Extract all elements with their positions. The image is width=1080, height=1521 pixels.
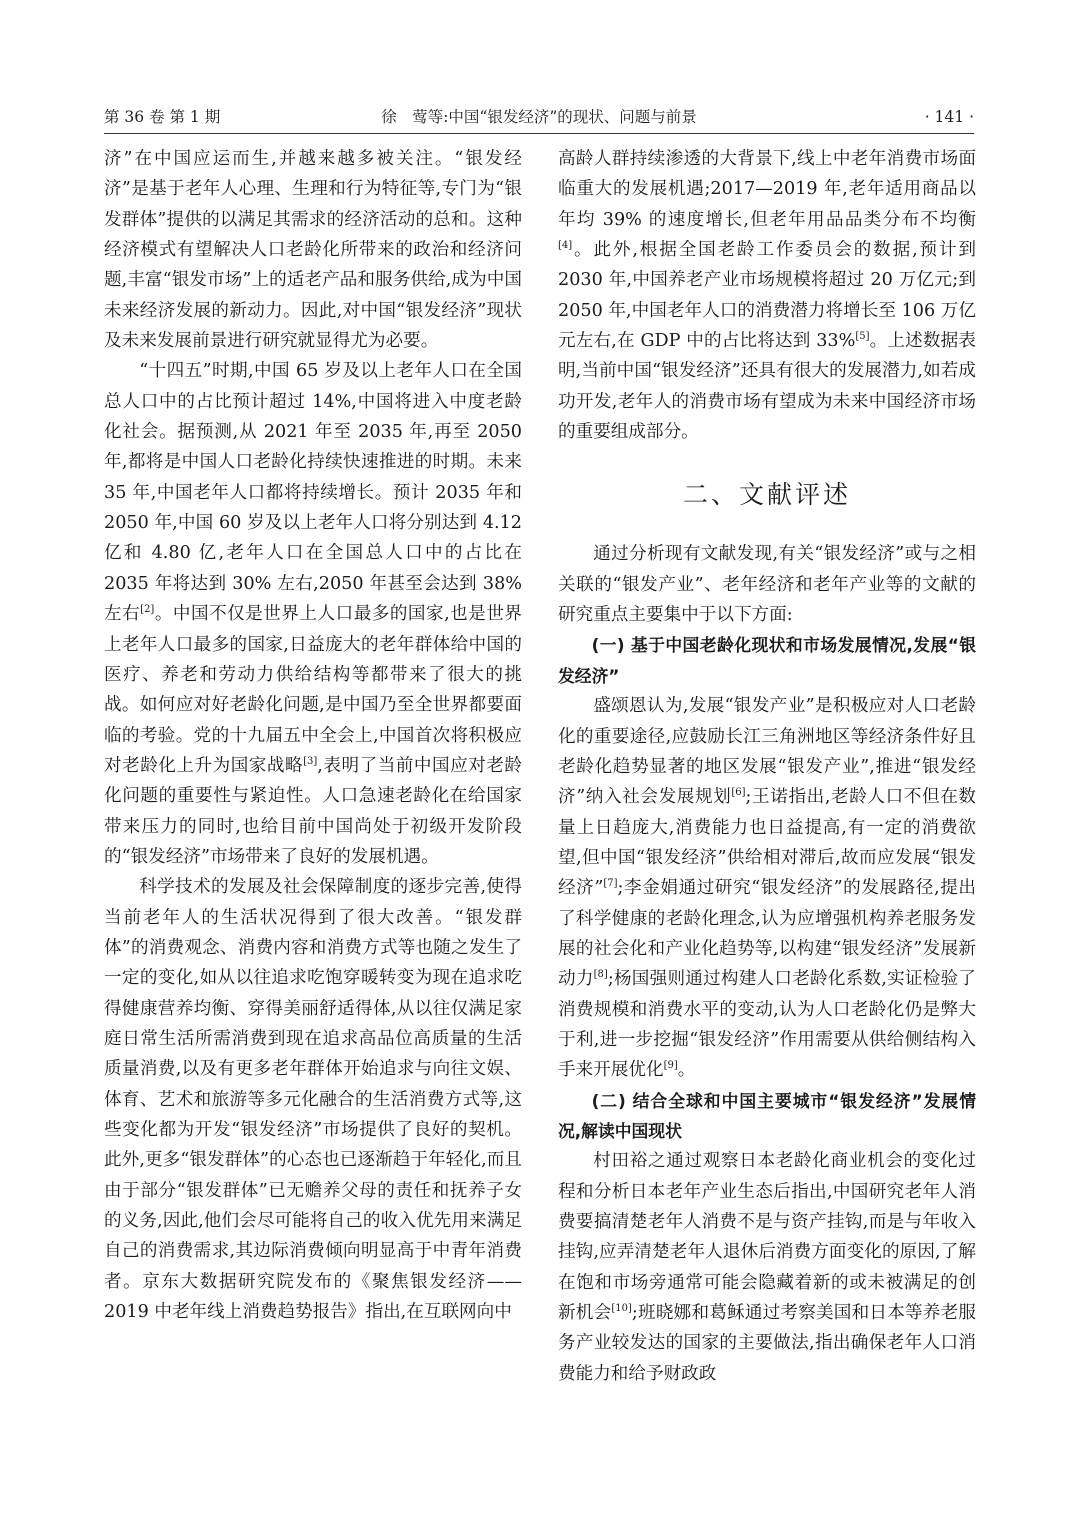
citation: [2]: [140, 604, 155, 616]
citation: [8]: [593, 969, 608, 981]
paragraph: 科学技术的发展及社会保障制度的逐步完善,使得当前老年人的生活状况得到了很大改善。“银发群体”的消费观念、消费内容和消费方式等也随之发生了一定的变化,如从以往追求吃饱穿暖转变为现在追求吃得健康营养均衡、穿得美丽舒适得体,从以往仅满足家庭日常生活所需消费到现在追求高品位高质量的生活质量消费,以及有更多老年群体开始追求与向往文娱、体育、艺术和旅游等多元化融合的生活消费方式等,这些变化都为开发“银发经济”市场提供了良好的契机。此外,更多“银发群体”的心态也已逐渐趋于年轻化,而且由于部分“银发群体”已无赡养父母的责任和抚养子女的义务,因此,他们会尽可能将自己的收入优先用来满足自己的消费需求,其边际消费倾向明显高于中青年消费者。京东大数据研究院发布的《聚焦银发经济——2019 中老年线上消费趋势报告》指出,在互联网向中: [104, 877, 522, 1323]
citation: [7]: [603, 878, 618, 890]
paragraph-text: 村田裕之通过观察日本老龄化商业机会的变化过程和分析日本老年产业生态后指出,中国研究老年人消费要搞清楚老年人消费不是与资产挂钩,而是与年收入挂钩,应弄清楚老年人退休后消费方面变化的原因,了解在饱和市场旁通常可能会隐藏着新的或未被满足的创新机会: [558, 1151, 976, 1324]
paragraph-text: “十四五”时期,中国 65 岁及以上老年人口在全国总人口中的占比预计超过 14%,中国将进入中度老龄化社会。据预测,从 2021 年至 2035 年,再至 2050 年,都将是中国人口老龄化持续快速推进的时期。未来 35 年,中国老年人口都将持续增长。预计 2035 年和 2050 年,中国 60 岁及以上老年人口将分别达到 4.12 亿和 4.80 亿,老年人口在全国总人口中的占比在 2035 年将达到 30% 左右,2050 年甚至会达到 38% 左右: [104, 361, 522, 625]
left-column: [104, 144, 522, 1327]
citation: [9]: [663, 1060, 678, 1072]
paragraph-text: ;班晓娜和葛稣通过考察美国和日本等养老服务产业较发达的国家的主要做法,指出确保老年人口消费能力和给予财政政: [558, 1303, 976, 1384]
citation: [10]: [611, 1303, 632, 1315]
journal-volume-issue: 第 36 卷 第 1 期: [104, 108, 221, 126]
running-header: [104, 103, 974, 133]
right-column: [558, 144, 976, 1389]
section-title: 二、文献评述: [682, 480, 851, 510]
paragraph: [558, 1146, 976, 1389]
subsection-heading: (一) 基于中国老龄化现状和市场发展情况,发展“银发经济”: [558, 635, 976, 686]
paragraph-text: 。上述数据表明,当前中国“银发经济”还具有很大的发展潜力,如若成功开发,老年人的消费市场有望成为未来中国经济市场的重要组成部分。: [558, 331, 976, 443]
paragraph-text: ;杨国强则通过构建人口老龄化系数,实证检验了消费规模和消费水平的变动,认为人口老龄化仍是弊大于利,进一步挖掘“银发经济”作用需要从供给侧结构入手来开展优化: [558, 969, 976, 1081]
citation: [3]: [303, 755, 318, 767]
paragraph: [558, 691, 976, 1085]
paragraph-text: 高龄人群持续渗透的大背景下,线上中老年消费市场面临重大的发展机遇;2017—2019 年,老年适用商品以年均 39% 的速度增长,但老年用品品类分布不均衡: [558, 149, 976, 230]
paragraph: 济”在中国应运而生,并越来越多被关注。“银发经济”是基于老年人心理、生理和行为特征等,专门为“银发群体”提供的以满足其需求的经济活动的总和。这种经济模式有望解决人口老龄化所带来的政治和经济问题,丰富“银发市场”上的适老产品和服务供给,成为中国未来经济发展的新动力。因此,对中国“银发经济”现状及未来发展前景进行研究就显得尤为必要。: [104, 149, 522, 352]
paragraph: [104, 356, 522, 872]
paragraph-text: 。中国不仅是世界上人口最多的国家,也是世界上老年人口最多的国家,日益庞大的老年群体给中国的医疗、养老和劳动力供给结构等都带来了很大的挑战。如何应对好老龄化问题,是中国乃至全世界都要面临的考验。党的十九届五中全会上,中国首次将积极应对老龄化上升为国家战略: [104, 604, 522, 776]
paragraph-text: ;李金娟通过研究“银发经济”的发展路径,提出了科学健康的老龄化理念,认为应增强机构养老服务发展的社会化和产业化趋势等,以构建“银发经济”发展新动力: [558, 878, 976, 990]
paragraph-text: 。: [677, 1060, 696, 1081]
subsection-heading: (二) 结合全球和中国主要城市“银发经济”发展情况,解读中国现状: [558, 1090, 976, 1141]
paragraph-text: 盛颂恩认为,发展“银发产业”是积极应对人口老龄化的重要途径,应鼓励长江三角洲地区等经济条件好且老龄化趋势显著的地区发展“银发产业”,推进“银发经济”纳入社会发展规划: [558, 696, 976, 808]
paragraph: 通过分析现有文献发现,有关“银发经济”或与之相关联的“银发产业”、老年经济和老年产业等的文献的研究重点主要集中于以下方面:: [558, 544, 976, 626]
header-rule: [104, 133, 974, 134]
running-title: 徐 莺等:中国“银发经济”的现状、问题与前景: [381, 108, 697, 126]
paragraph-text: 。此外,根据全国老龄工作委员会的数据,预计到 2030 年,中国养老产业市场规模将超过 20 万亿元;到 2050 年,中国老年人口的消费潜力将增长至 106 万亿元左右,在 GDP 中的占比将达到 33%: [558, 240, 976, 352]
paragraph-text: ;王诺指出,老龄人口不但在数量上日趋庞大,消费能力也日益提高,有一定的消费欲望,但中国“银发经济”供给相对滞后,故而应发展“银发经济”: [558, 787, 976, 899]
citation: [4]: [558, 240, 573, 252]
page-number: · 141 ·: [924, 108, 974, 126]
paragraph: [558, 144, 976, 447]
citation: [6]: [731, 787, 746, 799]
paragraph-text: ,表明了当前中国应对老龄化问题的重要性与紧迫性。人口急速老龄化在给国家带来压力的同时,也给目前中国尚处于初级开发阶段的“银发经济”市场带来了良好的发展机遇。: [104, 755, 523, 867]
citation: [5]: [855, 331, 870, 343]
